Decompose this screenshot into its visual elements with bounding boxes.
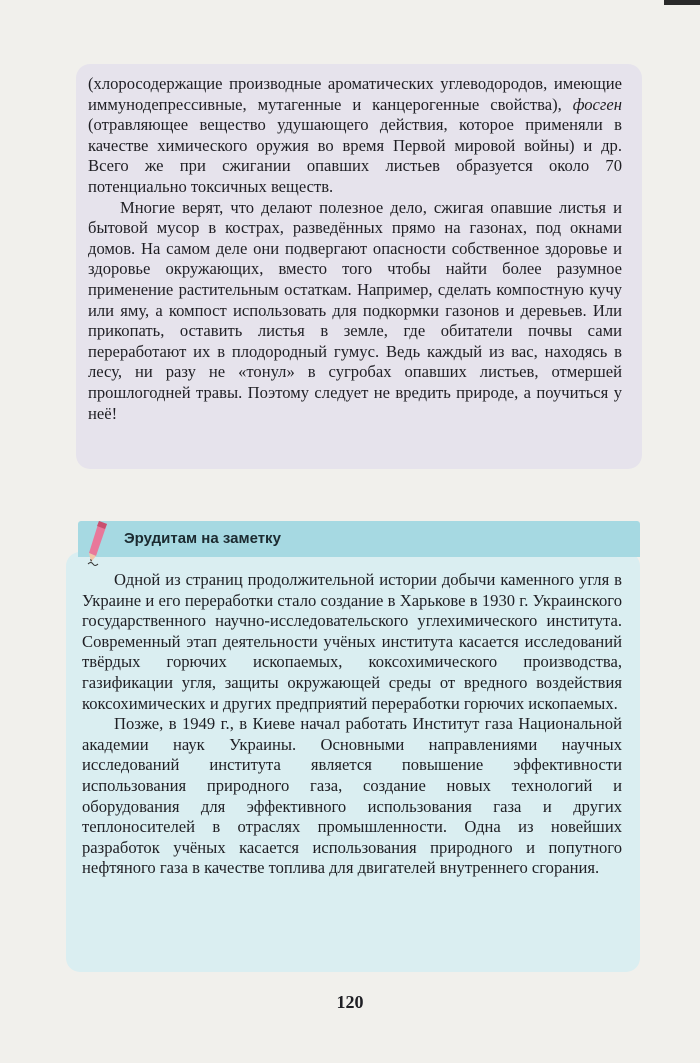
- paragraph-kharkov-institute: Одной из страниц продолжительной истории добычи каменного угля в Украине и его переработки стало создание в Харькове в 1930 г. Украинского государственного научно-исследовательского углехимического института. Современный этап деятельности учёных института касается исследований твёрдых горючих ископаемых, коксохимического производства, газификации угля, защиты окружающей среды от вредного воздействия коксохимических и других предприятий переработки горючих ископаемых.: [82, 570, 622, 713]
- page-number: 120: [336, 992, 364, 1012]
- paragraph-toxins: (хлоросодержащие производные ароматических углеводородов, имеющие иммунодепрессивные, мутагенные и канцерогенные свойства), фосген (отравляющее вещество удушающего действия, которое применяли в качестве химического оружия во время Первой мировой войны) и др. Всего же при сжигании опавших листьев образуется около 70 потенциально токсичных веществ.: [88, 74, 622, 196]
- paragraph-kyiv-gas-institute: Позже, в 1949 г., в Киеве начал работать Институт газа Национальной академии наук Украины. Основными направлениями научных исследований института является повышение эффективности использования природного газа, создание новых технологий и оборудования для эффективного использования газа и других теплоносителей в отраслях промышленности. Одна из новейших разработок учёных касается использования природного и попутного нефтяного газа в качестве топлива для двигателей внутреннего сгорания.: [82, 714, 622, 878]
- paragraph-leaf-burning: Многие верят, что делают полезное дело, сжигая опавшие листья и бытовой мусор в кострах, разведённых прямо на газонах, под окнами домов. На самом деле они подвергают опасности собственное здоровье и здоровье окружающих, вместо того чтобы найти более разумное применение растительным остаткам. Например, сделать компостную кучу или яму, а компост использовать для подкормки газонов и деревьев. Или прикопать, оставить листья в земле, где обитатели почвы сами переработают их в плодородный гумус. Ведь каждый из вас, находясь в лесу, ни разу не «тонул» в сугробах опавших листьев, отмершей прошлогодней травы. Поэтому следует не вредить природе, а поучиться у неё!: [88, 197, 622, 423]
- page-edge-mark: [664, 0, 700, 5]
- note-heading: Эрудитам на заметку: [124, 530, 281, 547]
- pencil-icon: [86, 520, 110, 566]
- text-box-ecology: [76, 64, 642, 469]
- erudite-note-header: [78, 521, 640, 557]
- emphasis-fosgen: фосген: [572, 94, 622, 114]
- erudite-note-box: [66, 552, 640, 972]
